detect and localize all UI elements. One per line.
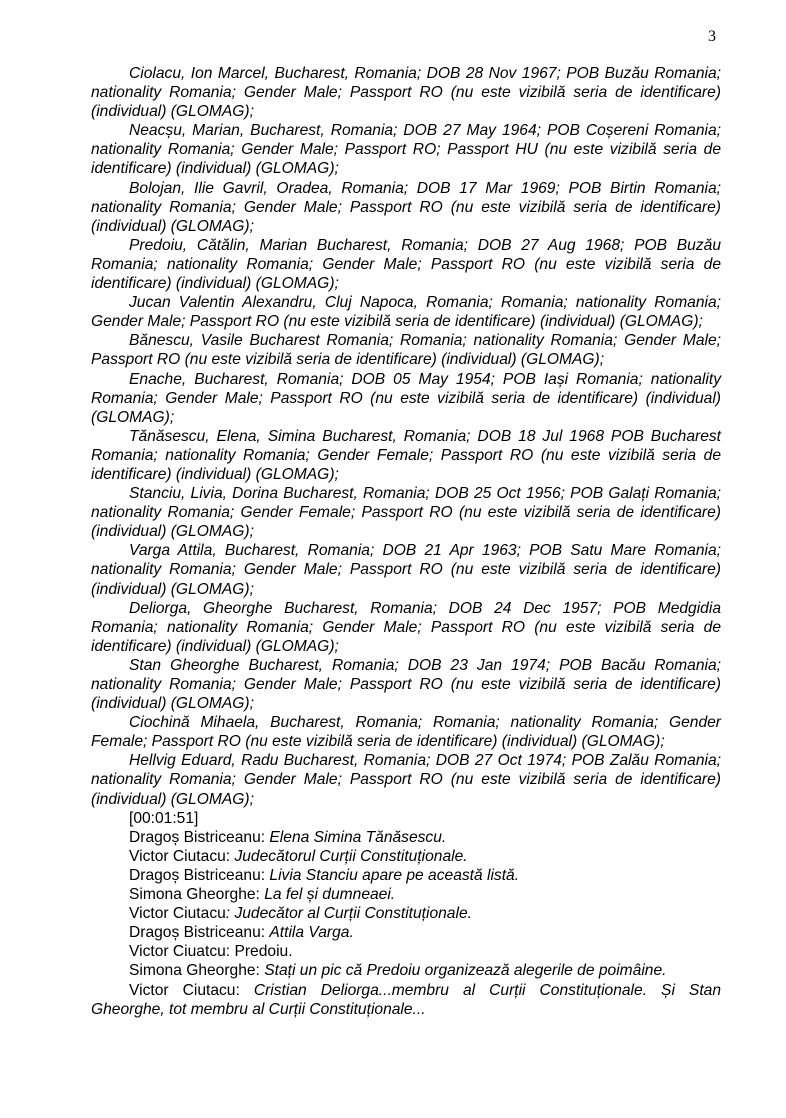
document-body	[91, 64, 721, 1019]
dialogue-line	[91, 981, 721, 1019]
dialogue-line	[91, 923, 721, 942]
sanctions-entry: Ciochină Mihaela, Bucharest, Romania; Romania; nationality Romania; Gender Female; Passport RO (nu este vizibilă seria de identificare) (individual) (GLOMAG);	[91, 714, 721, 751]
sanctions-entry: Ciolacu, Ion Marcel, Bucharest, Romania; DOB 28 Nov 1967; POB Buzău Romania; nationality Romania; Gender Male; Passport RO (nu este vizibilă seria de identificare) (individual) (GLOMAG);	[91, 65, 721, 121]
sanctions-entry: Stan Gheorghe Bucharest, Romania; DOB 23 Jan 1974; POB Bacău Romania; nationality Romania; Gender Male; Passport RO (nu este vizibilă seria de identificare) (individual) (GLOMAG);	[91, 656, 721, 713]
sanctions-entry: Predoiu, Cătălin, Marian Bucharest, Romania; DOB 27 Aug 1968; POB Buzău Romania; nationality Romania; Gender Male; Passport RO (nu este vizibilă seria de identificare) (individual) (GLOMAG);	[91, 236, 721, 293]
dialogue-text: Stați un pic că Predoiu organizează alegerile de poimâine.	[264, 962, 667, 980]
dialogue-line	[91, 942, 721, 961]
timestamp: [00:01:51]	[129, 809, 199, 827]
speaker-name: Victor Ciutacu	[129, 905, 226, 923]
speaker-name: Dragoș Bistriceanu:	[129, 828, 270, 846]
dialogue-text: La fel și dumneaei.	[264, 886, 396, 904]
speaker-name: Victor Ciuatcu:	[129, 943, 235, 961]
sanctions-entry: Deliorga, Gheorghe Bucharest, Romania; DOB 24 Dec 1957; POB Medgidia Romania; nationality Romania; Gender Male; Passport RO (nu este vizibilă seria de identificare) (individual) (GLOMAG);	[91, 599, 721, 655]
speaker-name: Simona Gheorghe:	[129, 962, 265, 980]
sanctions-entry: Tănăsescu, Elena, Simina Bucharest, Romania; DOB 18 Jul 1968 POB Bucharest Romania; nationality Romania; Gender Female; Passport RO (nu este vizibilă seria de identificare) (individual) (GLOMAG);	[91, 427, 721, 483]
dialogue-text: Cristian Deliorga...membru al Curții Constituționale. Și Stan Gheorghe, tot membru al Curții Constituționale...	[91, 981, 721, 1018]
speaker-name: Dragoș Bistriceanu:	[129, 866, 270, 884]
dialogue-text: Predoiu.	[234, 943, 293, 961]
speaker-name: Dragoș Bistriceanu:	[129, 924, 270, 942]
speaker-name: Victor Ciutacu:	[129, 981, 254, 999]
dialogue-line	[91, 828, 721, 847]
dialogue-line	[91, 847, 721, 866]
dialogue-text: Livia Stanciu apare pe această listă.	[269, 866, 520, 884]
sanctions-entry: Enache, Bucharest, Romania; DOB 05 May 1954; POB Iași Romania; nationality Romania; Gender Male; Passport RO (nu este vizibilă seria de identificare) (individual) (GLOMAG);	[91, 370, 721, 426]
sanctions-entry: Neacșu, Marian, Bucharest, Romania; DOB 27 May 1964; POB Coșereni Romania; nationality Romania; Gender Male; Passport RO; Passport HU (nu este vizibilă seria de identificare) (individual) (GLOMAG);	[91, 122, 721, 178]
dialogue-text: Elena Simina Tănăsescu.	[269, 828, 447, 846]
dialogue-text: Judecătorul Curții Constituționale.	[234, 847, 468, 865]
sanctions-entry: Varga Attila, Bucharest, Romania; DOB 21 Apr 1963; POB Satu Mare Romania; nationality Romania; Gender Male; Passport RO (nu este vizibilă seria de identificare) (individual) (GLOMAG);	[91, 542, 721, 598]
dialogue-line	[91, 885, 721, 904]
sanctions-entry: Bolojan, Ilie Gavril, Oradea, Romania; DOB 17 Mar 1969; POB Birtin Romania; nationality Romania; Gender Male; Passport RO (nu este vizibilă seria de identificare) (individual) (GLOMAG);	[91, 179, 721, 235]
dialogue-line	[91, 866, 721, 885]
dialogue-text: Attila Varga.	[269, 924, 354, 942]
page-number: 3	[708, 28, 716, 45]
sanctions-entry: Jucan Valentin Alexandru, Cluj Napoca, Romania; Romania; nationality Romania; Gender Male; Passport RO (nu este vizibilă seria de identificare) (individual) (GLOMAG);	[91, 294, 721, 331]
dialogue-line	[91, 961, 721, 980]
dialogue-line	[91, 904, 721, 923]
speaker-name: Simona Gheorghe:	[129, 886, 265, 904]
sanctions-entry: Hellvig Eduard, Radu Bucharest, Romania; DOB 27 Oct 1974; POB Zalău Romania; nationality Romania; Gender Male; Passport RO (nu este vizibilă seria de identificare) (individual) (GLOMAG);	[91, 752, 721, 808]
sanctions-entry: Stanciu, Livia, Dorina Bucharest, Romania; DOB 25 Oct 1956; POB Galați Romania; nationality Romania; Gender Female; Passport RO (nu este vizibilă seria de identificare) (individual) (GLOMAG);	[91, 485, 721, 541]
dialogue-text: : Judecător al Curții Constituționale.	[225, 905, 472, 923]
sanctions-entry: Bănescu, Vasile Bucharest Romania; Romania; nationality Romania; Gender Male; Passport RO (nu este vizibilă seria de identificare) (individual) (GLOMAG);	[91, 332, 721, 369]
speaker-name: Victor Ciutacu:	[129, 847, 235, 865]
